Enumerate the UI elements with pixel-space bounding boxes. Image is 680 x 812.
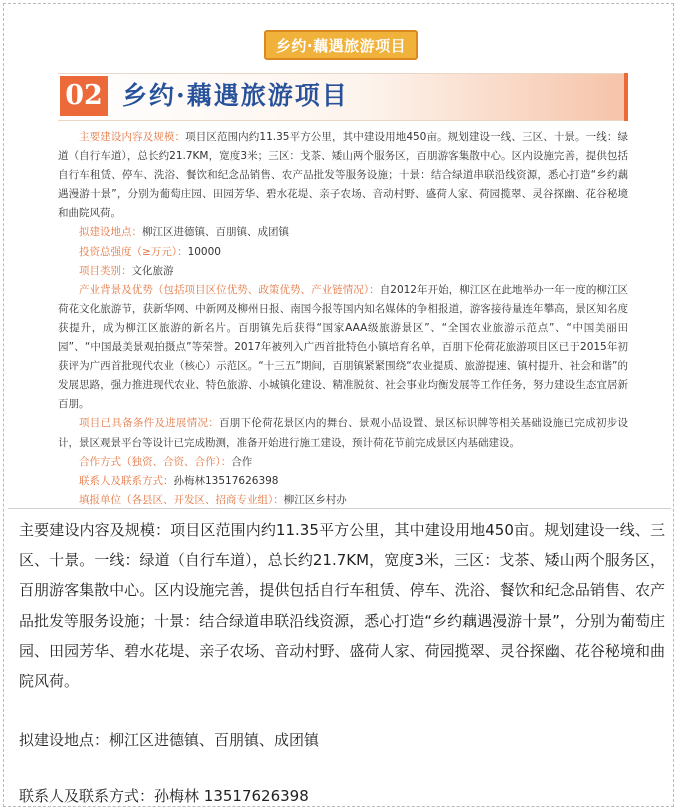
investment-label: 投资总强度（≥万元）：: [79, 245, 188, 258]
category-paragraph: [58, 262, 628, 281]
conditions-text: 百朋下伦荷花景区内的舞台、景观小品设置、景区标识牌等相关基础设施已完成初步设计，景区观景平台等设计已完成勘测，准备开始进行施工建设，预计荷花节前完成景区内基础建设。: [58, 417, 629, 449]
background-paragraph: [58, 281, 628, 415]
contact-text: 孙梅林13517626398: [173, 474, 279, 487]
category-text: 文化旅游: [131, 264, 174, 277]
document-excerpt: [58, 128, 628, 510]
location-paragraph: [58, 223, 628, 242]
content-label: 主要建设内容及规模：: [79, 131, 186, 143]
cooperation-paragraph: [58, 453, 628, 472]
cooperation-label: 合作方式（独资、合资、合作）：: [79, 455, 232, 468]
unit-label: 填报单位（各县区、开发区、招商专业组）：: [79, 493, 284, 506]
body-paragraph-contact: 联系人及联系方式：孙梅林 13517626398: [19, 787, 309, 806]
section-divider: [8, 508, 671, 509]
contact-paragraph: [58, 472, 628, 491]
conditions-paragraph: [58, 414, 628, 452]
body-paragraph-content: 主要建设内容及规模：项目区范围内约11.35平方公里，其中建设用地450亩。规划建设一线、三区、十景。一线：绿道（自行车道），总长约21.7KM，宽度3米，三区：戈茶、矮山两个服务区，百朋游客集散中心。区内设施完善，提供包括自行车租赁、停车、洗浴、餐饮和纪念品销售、农产品批发等服务设施；十景：结合绿道串联沿线资源，悉心打造“乡约藕遇漫游十景”，分别为葡萄庄园、田园芳华、碧水花堤、亲子农场、音动村野、盛荷人家、荷园揽翠、灵谷探幽、花谷秘境和曲院风荷。: [19, 521, 665, 691]
contact-label: 联系人及联系方式：: [79, 474, 174, 487]
project-banner: 乡约·藕遇旅游项目: [264, 30, 418, 60]
background-text: 自2012年开始，柳江区在此地举办一年一度的柳江区荷花文化旅游节，获新华网、中新网及柳州日报、南国今报等国内知名媒体的争相报道，游客接待量连年攀高，景区知名度获提升，成为柳江区旅游的新名片。百朋镇先后获得“国家AAA级旅游景区”、“全国农业旅游示范点”、“中国美丽田园”、“中国最美景观拍摄点”等荣誉。2017年被列入广西首批特色小镇培育名单，百朋下伦荷花旅游项目区已于2015年初获评为广西首批现代农业（核心）示范区。“十三五”期间，百朋镇紧紧围绕“农业提质、旅游提速、镇村提升、社会和谐”的发展思路，强力推进现代农业、特色旅游、小城镇化建设、精准脱贫、社会事业均衡发展等工作任务，努力建设生态宜居新百朋。: [58, 283, 628, 411]
body-paragraph-location: 拟建设地点：柳江区进德镇、百朋镇、成团镇: [19, 731, 320, 750]
location-label: 拟建设地点：: [79, 226, 142, 239]
article-body: [19, 515, 665, 812]
content-text: 项目区范围内约11.35平方公里，其中建设用地450亩。规划建设一线、三区、十景。一线：绿道（自行车道），总长约21.7KM，宽度3米；三区：戈茶、矮山两个服务区，百朋游客集散中心。区内设施完善，提供包括自行车租赁、停车、洗浴、餐饮和纪念品销售、农产品批发等服务设施；十景：结合绿道串联沿线资源，悉心打造“乡约藕遇漫游十景”，分别为葡萄庄园、田园芳华、碧水花堤、亲子农场、音动村野、盛荷人家、荷园揽翠、灵谷探幽、花谷秘境和曲院风荷。: [58, 131, 628, 220]
category-label: 项目类别：: [79, 264, 132, 277]
unit-paragraph: [58, 491, 628, 510]
investment-text: 10000: [187, 245, 221, 258]
conditions-label: 项目已具备条件及进展情况：: [79, 417, 220, 430]
content-paragraph: [58, 128, 628, 223]
section-number: 02: [60, 76, 108, 116]
section-header-accent: [624, 73, 628, 121]
cooperation-text: 合作: [231, 455, 253, 468]
background-label: 产业背景及优势（包括项目区位优势、政策优势、产业链情况）：: [79, 283, 380, 296]
investment-paragraph: [58, 243, 628, 262]
section-title: 乡约·藕遇旅游项目: [122, 81, 349, 110]
location-text: 柳江区进德镇、百朋镇、成团镇: [142, 226, 289, 239]
unit-text: 柳江区乡村办: [283, 493, 347, 506]
